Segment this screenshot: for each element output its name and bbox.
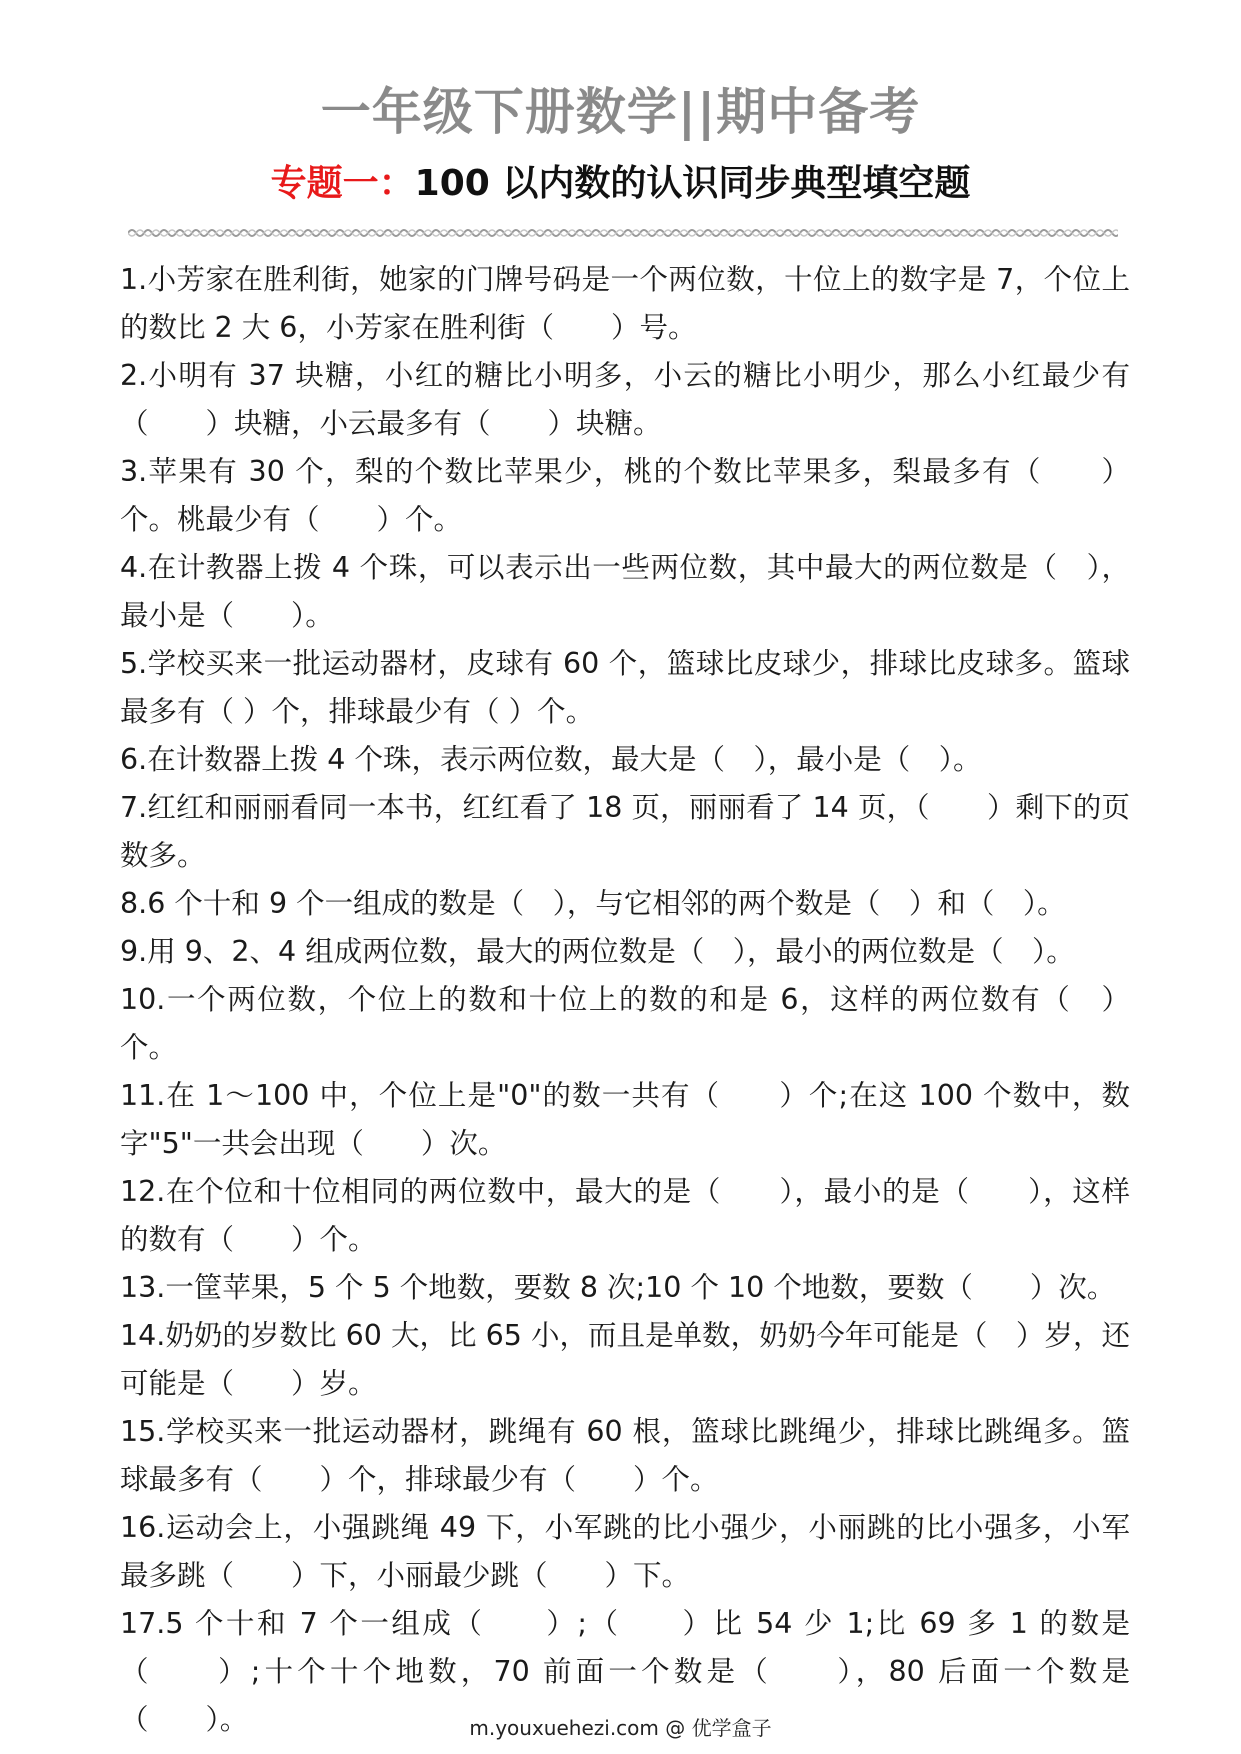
question-list xyxy=(120,256,1130,1744)
question-item-14: 14.奶奶的岁数比 60 大，比 65 小，而且是单数，奶奶今年可能是（ ）岁，还可能是（ ）岁。 xyxy=(120,1319,1130,1400)
subtitle-topic-label: 专题一： xyxy=(270,163,415,204)
footer-watermark: m.youxuehezi.com @ 优学盒子 xyxy=(469,1716,772,1740)
question-item-13: 13.一筐苹果，5 个 5 个地数，要数 8 次;10 个 10 个地数，要数（ ）次。 xyxy=(120,1271,1116,1304)
question-item-4: 4.在计教器上拨 4 个珠，可以表示出一些两位数，其中最大的两位数是（ ），最小是（ ）。 xyxy=(120,551,1130,632)
question-item-12: 12.在个位和十位相同的两位数中，最大的是（ ），最小的是（ ），这样的数有（ ）个。 xyxy=(120,1175,1130,1256)
question-item-10: 10.一个两位数，个位上的数和十位上的数的和是 6，这样的两位数有（ ）个。 xyxy=(120,983,1130,1064)
question-item-1: 1.小芳家在胜利街，她家的门牌号码是一个两位数，十位上的数字是 7，个位上的数比 2 大 6，小芳家在胜利街（ ）号。 xyxy=(120,263,1130,344)
page-title: 一年级下册数学||期中备考 xyxy=(320,83,921,141)
question-item-5: 5.学校买来一批运动器材，皮球有 60 个，篮球比皮球少，排球比皮球多。篮球最多有（ ）个，排球最少有（ ）个。 xyxy=(120,647,1130,728)
question-item-6: 6.在计数器上拨 4 个珠，表示两位数，最大是（ ），最小是（ ）。 xyxy=(120,743,982,776)
page-subtitle xyxy=(0,160,1241,208)
decorative-divider xyxy=(128,226,1118,240)
question-item-3: 3.苹果有 30 个，梨的个数比苹果少，桃的个数比苹果多，梨最多有（ ）个。桃最少有（ ）个。 xyxy=(120,455,1130,536)
question-item-8: 8.6 个十和 9 个一组成的数是（ ），与它相邻的两个数是（ ）和（ ）。 xyxy=(120,887,1066,920)
question-item-17: 17.5 个十和 7 个一组成（ ）;（ ）比 54 少 1;比 69 多 1 的数是（ ）;十个十个地数，70 前面一个数是（ ），80 后面一个数是（ ）。 xyxy=(120,1607,1130,1736)
question-item-15: 15.学校买来一批运动器材，跳绳有 60 根，篮球比跳绳少，排球比跳绳多。篮球最多有（ ）个，排球最少有（ ）个。 xyxy=(120,1415,1130,1496)
subtitle-topic-text: 100 以内数的认识同步典型填空题 xyxy=(414,163,971,204)
question-item-2: 2.小明有 37 块糖，小红的糖比小明多，小云的糖比小明少，那么小红最少有（ ）块糖，小云最多有（ ）块糖。 xyxy=(120,359,1130,440)
question-item-9: 9.用 9、2、4 组成两位数，最大的两位数是（ ），最小的两位数是（ ）。 xyxy=(120,935,1075,968)
question-item-16: 16.运动会上，小强跳绳 49 下，小军跳的比小强少，小丽跳的比小强多，小军最多跳（ ）下，小丽最少跳（ ）下。 xyxy=(120,1511,1130,1592)
question-item-7: 7.红红和丽丽看同一本书，红红看了 18 页，丽丽看了 14 页，（ ）剩下的页数多。 xyxy=(120,791,1130,872)
question-item-11: 11.在 1～100 中，个位上是"0"的数一共有（ ）个;在这 100 个数中，数字"5"一共会出现（ ）次。 xyxy=(120,1079,1130,1160)
